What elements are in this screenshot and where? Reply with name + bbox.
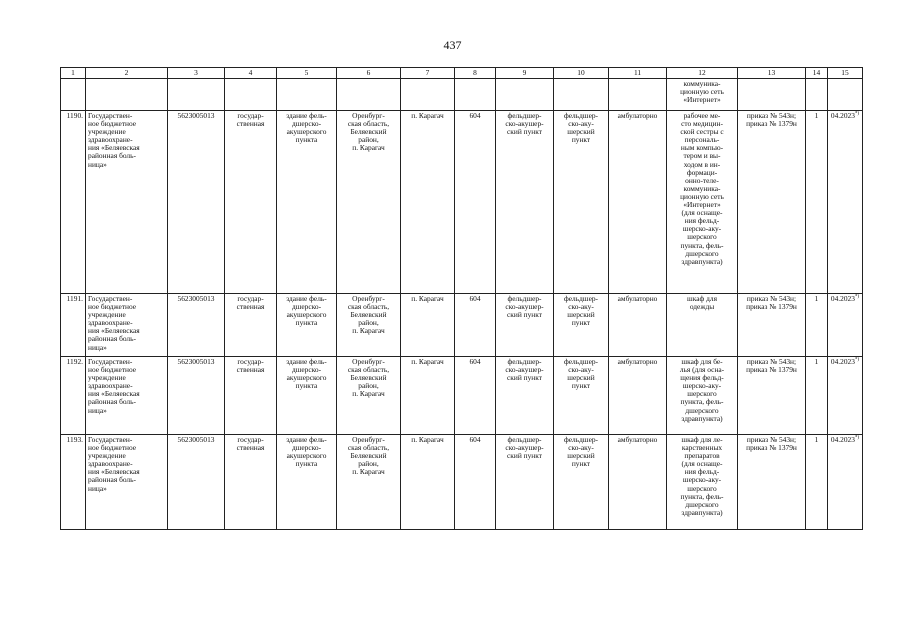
organization-cell: Государствен- ное бюджетное учреждение здравоохране- ния «Беляевская районная боль- ница»	[88, 357, 140, 415]
column-number: 1	[61, 68, 86, 79]
equipment-cell: шкаф для одежды	[687, 294, 717, 312]
locality-cell: п. Карагач	[411, 111, 444, 120]
basis-cell: приказ № 543н; приказ № 1379н	[746, 357, 797, 375]
table-row	[61, 357, 863, 435]
continuation-row	[61, 79, 863, 111]
address-cell: Оренбург- ская область, Беляевский район, п. Карагач	[347, 294, 390, 336]
date-cell	[828, 435, 863, 530]
row-number: 1193.	[66, 435, 83, 444]
equipment-cell: шкаф для бе- лья (для осна- щения фельд- шерско-аку- шерского пункта, фель- дшерского здравпункта)	[679, 357, 725, 423]
address-cell: Оренбург- ская область, Беляевский район, п. Карагач	[347, 435, 390, 477]
locality-cell: п. Карагач	[411, 357, 444, 366]
care-form-cell: амбулаторно	[617, 435, 658, 444]
column-number: 8	[455, 68, 496, 79]
row-number: 1191.	[66, 294, 83, 303]
code-cell: 5623005013	[177, 435, 215, 444]
equipment-cell: коммуника- ционную сеть «Интернет»	[680, 79, 724, 105]
ownership-cell: государ- ственная	[236, 111, 265, 129]
date-value: 04.2023	[830, 111, 855, 120]
quantity-cell: 1	[814, 294, 819, 303]
date-value: 04.2023	[830, 294, 855, 303]
column-number-row	[61, 68, 863, 79]
row-number: 1192.	[66, 357, 83, 366]
building-cell: здание фель- дшерско- акушерского пункта	[286, 294, 327, 328]
address-cell: Оренбург- ская область, Беляевский район, п. Карагач	[347, 357, 390, 399]
unit-type-cell: фельдшер- ско-акушер- ский пункт	[505, 294, 544, 320]
date-value: 04.2023	[830, 357, 855, 366]
locality-cell: п. Карагач	[411, 294, 444, 303]
quantity-cell: 1	[814, 435, 819, 444]
unit-type-cell: фельдшер- ско-акушер- ский пункт	[505, 111, 544, 137]
ownership-cell: государ- ственная	[236, 435, 265, 453]
number-cell: 604	[469, 294, 481, 303]
code-cell: 5623005013	[177, 357, 215, 366]
column-number: 2	[86, 68, 168, 79]
footnote-mark: *)	[854, 294, 860, 300]
ownership-cell: государ- ственная	[236, 357, 265, 375]
organization-cell: Государствен- ное бюджетное учреждение здравоохране- ния «Беляевская районная боль- ница»	[88, 294, 140, 352]
column-number: 15	[828, 68, 863, 79]
date-cell	[828, 294, 863, 357]
column-number: 4	[225, 68, 277, 79]
quantity-cell: 1	[814, 357, 819, 366]
column-number: 11	[609, 68, 667, 79]
footnote-mark: *)	[854, 435, 860, 441]
address-cell: Оренбург- ская область, Беляевский район, п. Карагач	[347, 111, 390, 153]
table-row	[61, 111, 863, 294]
column-number: 7	[401, 68, 455, 79]
unit-type-cell: фельдшер- ско-акушер- ский пункт	[505, 357, 544, 383]
unit-name-cell: фельдшер- ско-аку- шерский пункт	[563, 357, 599, 391]
care-form-cell: амбулаторно	[617, 111, 658, 120]
basis-cell: приказ № 543н; приказ № 1379н	[746, 294, 797, 312]
equipment-cell: рабочее ме- сто медицин- ской сестры с персональ- ным компью- тером и вы- ходом в ин- формаци- онно-теле- коммуника- ционную сеть «Интернет» (для оснаще- ния фельд- шерско-аку- шерского пункта, фель- дшерского здравпункта)	[680, 111, 724, 266]
basis-cell: приказ № 543н; приказ № 1379н	[746, 111, 797, 129]
date-cell	[828, 111, 863, 294]
equipment-registry-table	[60, 67, 863, 530]
care-form-cell: амбулаторно	[617, 357, 658, 366]
unit-name-cell: фельдшер- ско-аку- шерский пункт	[563, 435, 599, 469]
number-cell: 604	[469, 357, 481, 366]
care-form-cell: амбулаторно	[617, 294, 658, 303]
code-cell: 5623005013	[177, 294, 215, 303]
column-number: 5	[277, 68, 337, 79]
column-number: 3	[168, 68, 225, 79]
column-number: 13	[738, 68, 806, 79]
organization-cell: Государствен- ное бюджетное учреждение здравоохране- ния «Беляевская районная боль- ница»	[88, 111, 140, 169]
unit-name-cell: фельдшер- ско-аку- шерский пункт	[563, 294, 599, 328]
date-value: 04.2023	[830, 435, 855, 444]
column-number: 9	[496, 68, 554, 79]
date-cell	[828, 357, 863, 435]
locality-cell: п. Карагач	[411, 435, 444, 444]
unit-name-cell: фельдшер- ско-аку- шерский пункт	[563, 111, 599, 145]
building-cell: здание фель- дшерско- акушерского пункта	[286, 357, 327, 391]
basis-cell: приказ № 543н; приказ № 1379н	[746, 435, 797, 453]
table-row	[61, 435, 863, 530]
column-number: 6	[337, 68, 401, 79]
organization-cell: Государствен- ное бюджетное учреждение здравоохране- ния «Беляевская районная боль- ница»	[88, 435, 140, 493]
column-number: 14	[806, 68, 828, 79]
footnote-mark: *)	[854, 357, 860, 363]
building-cell: здание фель- дшерско- акушерского пункта	[286, 111, 327, 145]
column-number: 12	[667, 68, 738, 79]
quantity-cell: 1	[814, 111, 819, 120]
code-cell: 5623005013	[177, 111, 215, 120]
equipment-cell: шкаф для ле- карственных препаратов (для оснаще- ния фельд- шерско-аку- шерского пункта, фель- дшерского здравпункта)	[680, 435, 724, 517]
unit-type-cell: фельдшер- ско-акушер- ский пункт	[505, 435, 544, 461]
building-cell: здание фель- дшерско- акушерского пункта	[286, 435, 327, 469]
number-cell: 604	[469, 435, 481, 444]
footnote-mark: *)	[854, 111, 860, 117]
page-number: 437	[443, 38, 462, 52]
ownership-cell: государ- ственная	[236, 294, 265, 312]
column-number: 10	[554, 68, 609, 79]
table-row	[61, 294, 863, 357]
number-cell: 604	[469, 111, 481, 120]
row-number: 1190.	[66, 111, 83, 120]
